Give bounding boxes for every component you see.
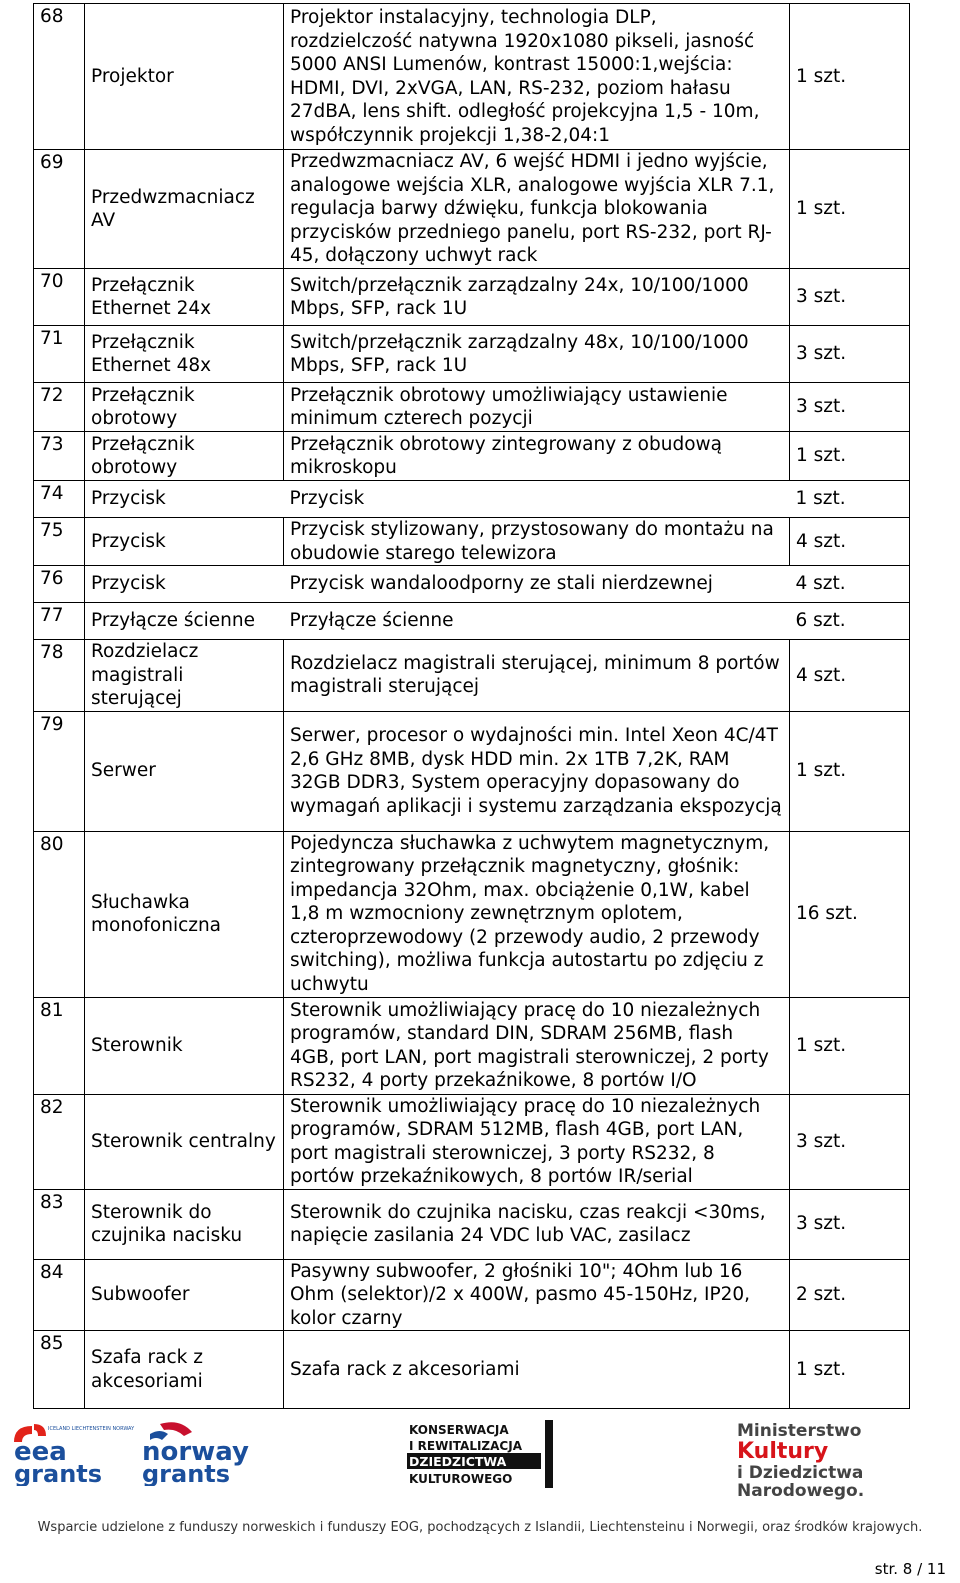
item-quantity: 1 szt. — [790, 1331, 910, 1409]
svg-text:Narodowego.: Narodowego. — [737, 1481, 865, 1500]
funding-support-text: Wsparcie udzielone z funduszy norweskich i funduszy EOG, pochodzących z Islandii, Liechtensteinu i Norwegii, oraz środków krajowych. — [37, 1520, 923, 1535]
item-quantity: 2 szt. — [790, 1259, 910, 1331]
table-row — [34, 711, 910, 831]
item-description: Przełącznik obrotowy zintegrowany z obudową mikroskopu — [284, 432, 790, 481]
table-row — [34, 1331, 910, 1409]
item-name: Przełącznik obrotowy — [85, 432, 284, 481]
item-quantity: 3 szt. — [790, 1094, 910, 1189]
item-quantity: 1 szt. — [790, 997, 910, 1094]
item-quantity: 6 szt. — [790, 603, 910, 640]
item-name: Projektor — [85, 4, 284, 150]
item-name: Przycisk — [85, 481, 284, 518]
item-name: Przełącznik Ethernet 24x — [85, 269, 284, 326]
item-name: Sterownik do czujnika nacisku — [85, 1189, 284, 1259]
item-description: Przełącznik obrotowy umożliwiający ustawienie minimum czterech pozycji — [284, 383, 790, 432]
item-name: Szafa rack z akcesoriami — [85, 1331, 284, 1409]
row-number: 83 — [34, 1189, 85, 1259]
table-row — [34, 4, 910, 150]
item-name: Subwoofer — [85, 1259, 284, 1331]
table-row — [34, 1189, 910, 1259]
item-quantity: 1 szt. — [790, 481, 910, 518]
row-number: 69 — [34, 150, 85, 269]
item-description: Switch/przełącznik zarządzalny 24x, 10/100/1000 Mbps, SFP, rack 1U — [284, 269, 790, 326]
row-number: 70 — [34, 269, 85, 326]
item-description: Pasywny subwoofer, 2 głośniki 10"; 4Ohm lub 16 Ohm (selektor)/2 x 400W, pasmo 45-150Hz, IP20, kolor czarny — [284, 1259, 790, 1331]
norway-grants-logo — [140, 1420, 250, 1486]
row-number: 77 — [34, 603, 85, 640]
table-row — [34, 831, 910, 997]
item-quantity: 4 szt. — [790, 518, 910, 566]
table-row — [34, 518, 910, 566]
item-name: Przycisk — [85, 566, 284, 603]
row-number: 71 — [34, 326, 85, 383]
row-number: 81 — [34, 997, 85, 1094]
item-description: Szafa rack z akcesoriami — [284, 1331, 790, 1409]
item-description: Sterownik do czujnika nacisku, czas reakcji <30ms, napięcie zasilania 24 VDC lub VAC, zasilacz — [284, 1189, 790, 1259]
svg-text:KULTUROWEGO: KULTUROWEGO — [409, 1472, 513, 1486]
item-name: Przedwzmacniacz AV — [85, 150, 284, 269]
item-quantity: 3 szt. — [790, 383, 910, 432]
row-number: 79 — [34, 711, 85, 831]
item-quantity: 3 szt. — [790, 1189, 910, 1259]
item-description: Pojedyncza słuchawka z uchwytem magnetycznym, zintegrowany przełącznik magnetyczny, głośnik: impedancja 32Ohm, max. obciążenie 0,1W, kabel 1,8 m wzmocniony zewnętrznym oplotem, czteroprzewodowy (2 przewody audio, 2 przewody switching), możliwa funkcja autostartu po zdjęciu z uchwytu — [284, 831, 790, 997]
page-number: str. 8 / 11 — [874, 1560, 946, 1578]
equipment-table — [33, 3, 910, 1409]
row-number: 68 — [34, 4, 85, 150]
row-number: 84 — [34, 1259, 85, 1331]
item-description: Przedwzmacniacz AV, 6 wejść HDMI i jedno wyjście, analogowe wejścia XLR, analogowe wyjścia XLR 7.1, regulacja barwy dźwięku, funkcja blokowania przycisków przedniego panelu, port RS-232, port RJ-45, dołączony uchwyt rack — [284, 150, 790, 269]
table-row — [34, 481, 910, 518]
svg-text:Ministerstwo: Ministerstwo — [737, 1421, 862, 1441]
svg-text:norway: norway — [142, 1437, 249, 1467]
row-number: 78 — [34, 640, 85, 712]
footer-logos — [0, 1418, 960, 1518]
item-quantity: 1 szt. — [790, 711, 910, 831]
row-number: 76 — [34, 566, 85, 603]
item-description: Switch/przełącznik zarządzalny 48x, 10/100/1000 Mbps, SFP, rack 1U — [284, 326, 790, 383]
svg-text:KONSERWACJA: KONSERWACJA — [409, 1423, 509, 1437]
svg-text:Kultury: Kultury — [737, 1439, 829, 1464]
table-row — [34, 1094, 910, 1189]
table-row — [34, 269, 910, 326]
svg-text:DZIEDZICTWA: DZIEDZICTWA — [409, 1454, 507, 1469]
item-quantity: 1 szt. — [790, 4, 910, 150]
item-quantity: 1 szt. — [790, 432, 910, 481]
item-description: Serwer, procesor o wydajności min. Intel Xeon 4C/4T 2,6 GHz 8MB, dysk HDD min. 2x 1TB 7,2K, RAM 32GB DDR3, System operacyjny dopasowany do wymagań aplikacji i systemu zarządzania ekspozycją — [284, 711, 790, 831]
item-description: Przycisk — [284, 481, 790, 518]
item-name: Słuchawka monofoniczna — [85, 831, 284, 997]
svg-text:I REWITALIZACJA: I REWITALIZACJA — [409, 1439, 522, 1453]
svg-text:i Dziedzictwa: i Dziedzictwa — [737, 1463, 864, 1483]
table-row — [34, 997, 910, 1094]
konserwacja-logo — [407, 1420, 557, 1488]
item-name: Przełącznik Ethernet 48x — [85, 326, 284, 383]
table-row — [34, 640, 910, 712]
eea-grants-logo — [10, 1420, 135, 1486]
row-number: 75 — [34, 518, 85, 566]
item-quantity: 4 szt. — [790, 566, 910, 603]
row-number: 80 — [34, 831, 85, 997]
svg-text:grants: grants — [142, 1460, 231, 1486]
table-row — [34, 432, 910, 481]
row-number: 82 — [34, 1094, 85, 1189]
item-description: Sterownik umożliwiający pracę do 10 niezależnych programów, SDRAM 512MB, flash 4GB, port LAN, port magistrali sterowniczej, 3 porty RS232, 8 portów przekaźnikowych, 8 portów IR/serial — [284, 1094, 790, 1189]
item-name: Przyłącze ścienne — [85, 603, 284, 640]
item-quantity: 1 szt. — [790, 150, 910, 269]
item-description: Sterownik umożliwiający pracę do 10 niezależnych programów, standard DIN, SDRAM 256MB, flash 4GB, port LAN, port magistrali sterowniczej, 2 porty RS232, 4 porty przekaźnikowe, 8 portów I/O — [284, 997, 790, 1094]
item-name: Serwer — [85, 711, 284, 831]
item-name: Przełącznik obrotowy — [85, 383, 284, 432]
item-description: Przycisk wandaloodporny ze stali nierdzewnej — [284, 566, 790, 603]
item-name: Rozdzielacz magistrali sterującej — [85, 640, 284, 712]
eea-small-text: ICELAND LIECHTENSTEIN NORWAY — [48, 1426, 135, 1432]
item-description: Rozdzielacz magistrali sterującej, minimum 8 portów magistrali sterującej — [284, 640, 790, 712]
table-row — [34, 566, 910, 603]
table-row — [34, 1259, 910, 1331]
item-quantity: 3 szt. — [790, 326, 910, 383]
item-description: Przyłącze ścienne — [284, 603, 790, 640]
table-row — [34, 603, 910, 640]
item-name: Sterownik centralny — [85, 1094, 284, 1189]
row-number: 72 — [34, 383, 85, 432]
svg-text:grants: grants — [14, 1460, 103, 1486]
row-number: 73 — [34, 432, 85, 481]
item-description: Przycisk stylizowany, przystosowany do montażu na obudowie starego telewizora — [284, 518, 790, 566]
item-quantity: 16 szt. — [790, 831, 910, 997]
item-name: Przycisk — [85, 518, 284, 566]
table-row — [34, 150, 910, 269]
ministry-logo — [735, 1420, 905, 1500]
item-quantity: 3 szt. — [790, 269, 910, 326]
item-description: Projektor instalacyjny, technologia DLP, rozdzielczość natywna 1920x1080 pikseli, jasność 5000 ANSI Lumenów, kontrast 15000:1,wejścia: HDMI, DVI, 2xVGA, LAN, RS-232, poziom hałasu 27dBA, lens shift. odległość projekcyjna 1,5 - 10m, współczynnik projekcji 1,38-2,04:1 — [284, 4, 790, 150]
svg-text:eea: eea — [14, 1437, 67, 1467]
item-name: Sterownik — [85, 997, 284, 1094]
item-quantity: 4 szt. — [790, 640, 910, 712]
table-row — [34, 326, 910, 383]
table-row — [34, 383, 910, 432]
row-number: 74 — [34, 481, 85, 518]
row-number: 85 — [34, 1331, 85, 1409]
